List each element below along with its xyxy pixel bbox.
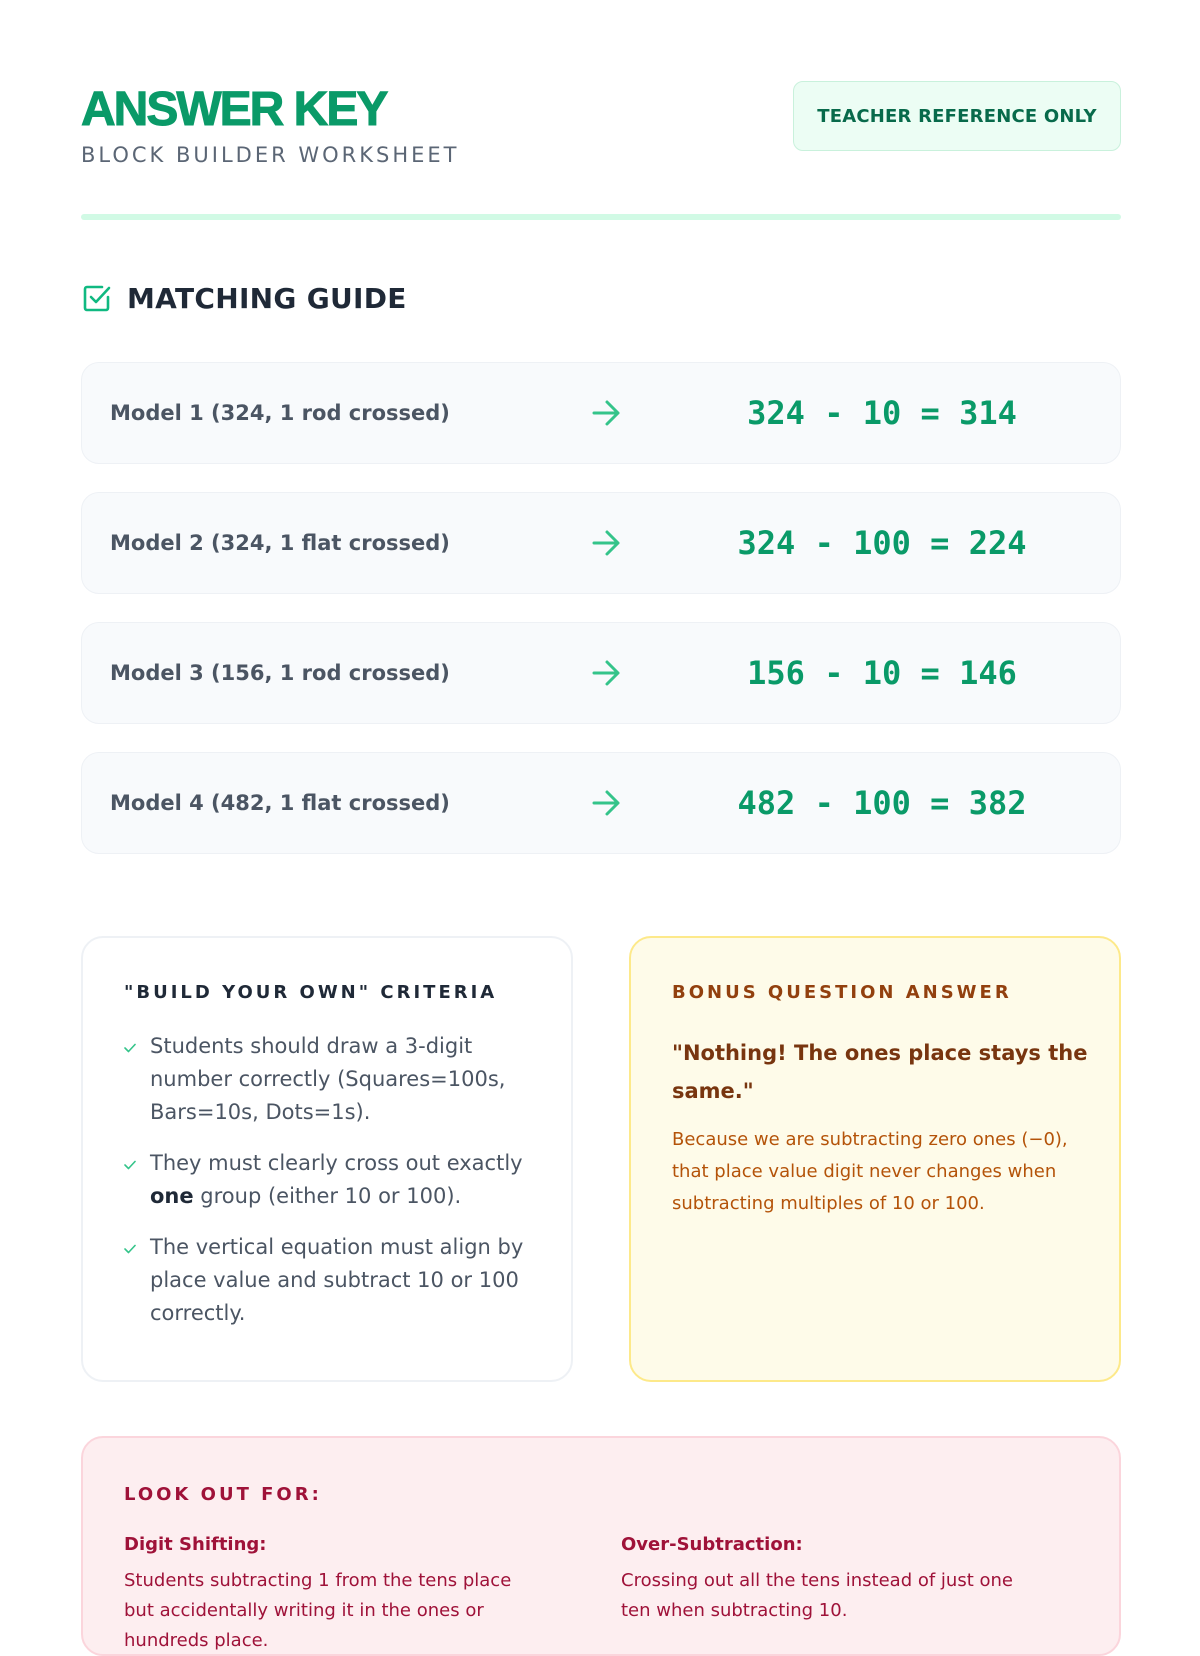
list-item <box>124 1147 544 1213</box>
pitfall-text: Crossing out all the tens instead of just one ten when subtracting 10. <box>621 1570 1013 1621</box>
teacher-reference-badge: TEACHER REFERENCE ONLY <box>793 81 1121 151</box>
equation: 324 - 100 = 224 <box>737 524 1027 562</box>
model-label: Model 3 (156, 1 rod crossed) <box>110 661 450 685</box>
criteria-text: Students should draw a 3-digit number correctly (Squares=100s, Bars=10s, Dots=1s). <box>150 1034 506 1124</box>
check-icon <box>124 1244 136 1254</box>
pitfall-over-subtraction <box>621 1534 1041 1626</box>
criteria-text: They must clearly cross out exactly <box>150 1151 523 1175</box>
pitfall-digit-shifting <box>124 1534 544 1656</box>
criteria-text: The vertical equation must align by place value and subtract 10 or 100 correctly. <box>150 1235 524 1325</box>
pitfall-text: Students subtracting 1 from the tens place but accidentally writing it in the ones or hundreds place. <box>124 1570 512 1651</box>
header <box>81 84 1121 174</box>
criteria-text: group (either 10 or 100). <box>193 1184 462 1208</box>
header-divider <box>81 214 1121 220</box>
model-label: Model 4 (482, 1 flat crossed) <box>110 791 450 815</box>
match-row <box>81 752 1121 854</box>
equation: 156 - 10 = 146 <box>747 654 1017 692</box>
matching-guide-heading <box>81 280 407 316</box>
criteria-title: "BUILD YOUR OWN" CRITERIA <box>124 982 498 1003</box>
model-label: Model 2 (324, 1 flat crossed) <box>110 531 450 555</box>
bonus-card <box>629 936 1121 1382</box>
arrow-right-icon <box>590 527 622 559</box>
criteria-card <box>81 936 573 1382</box>
arrow-right-icon <box>590 657 622 689</box>
criteria-emphasis: one <box>150 1184 194 1208</box>
arrow-right-icon <box>590 397 622 429</box>
page-subtitle: BLOCK BUILDER WORKSHEET <box>81 143 460 167</box>
pitfall-title: Over-Subtraction: <box>621 1534 803 1555</box>
checkbox-icon <box>81 282 113 314</box>
check-icon <box>124 1043 136 1053</box>
page-title: ANSWER KEY <box>81 83 387 136</box>
check-icon <box>124 1160 136 1170</box>
list-item <box>124 1030 544 1129</box>
equation: 482 - 100 = 382 <box>737 784 1027 822</box>
match-row <box>81 492 1121 594</box>
model-label: Model 1 (324, 1 rod crossed) <box>110 401 450 425</box>
pitfall-title: Digit Shifting: <box>124 1534 267 1555</box>
section-title: MATCHING GUIDE <box>127 281 407 315</box>
equation: 324 - 10 = 314 <box>747 394 1017 432</box>
look-out-title: LOOK OUT FOR: <box>124 1484 322 1505</box>
list-item <box>124 1231 544 1330</box>
look-out-panel <box>81 1436 1121 1656</box>
arrow-right-icon <box>590 787 622 819</box>
bonus-title: BONUS QUESTION ANSWER <box>672 982 1012 1003</box>
bonus-answer: "Nothing! The ones place stays the same." <box>672 1041 1088 1103</box>
match-row <box>81 622 1121 724</box>
criteria-list <box>124 1030 544 1348</box>
match-row <box>81 362 1121 464</box>
bonus-explanation: Because we are subtracting zero ones (−0), that place value digit never changes when subtracting multiples of 10 or 100. <box>672 1129 1068 1214</box>
answer-key-page <box>81 0 1121 1651</box>
